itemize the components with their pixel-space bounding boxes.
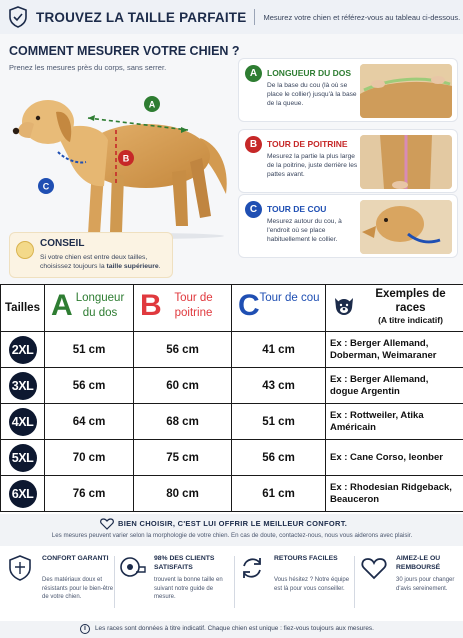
measure-panel-chest — [238, 129, 458, 193]
col-label-breeds: Exemples de races — [375, 288, 446, 314]
back-measure-photo — [360, 64, 452, 118]
back-length-cell: 64 cm — [45, 404, 134, 440]
breeds-cell: Ex : Rhodesian Ridgeback, Beauceron — [326, 476, 463, 512]
size-badge: 6XL — [9, 480, 37, 508]
guide-title: COMMENT MESURER VOTRE CHIEN ? — [9, 44, 240, 58]
banner-title: BIEN CHOISIR, C'EST LUI OFFRIR LE MEILLEUR CONFORT. — [118, 519, 348, 528]
chest-measure-photo — [360, 135, 452, 189]
back-length-cell: 51 cm — [45, 332, 134, 368]
lightbulb-icon — [16, 241, 34, 259]
guide-subtitle: Prenez les mesures près du corps, sans serrer. — [9, 63, 167, 72]
heart-icon — [100, 518, 114, 530]
badge-a: A — [245, 65, 262, 82]
letter-b: B — [140, 289, 162, 322]
panel-title: TOUR DE COU — [267, 204, 327, 214]
feature-refund — [360, 552, 463, 616]
refresh-arrows-icon — [238, 554, 266, 582]
tip-box — [9, 232, 173, 278]
heart-icon — [360, 554, 388, 582]
size-cell — [1, 404, 45, 440]
back-length-cell: 76 cm — [45, 476, 134, 512]
header-subtitle: Mesurez votre chien et référez-vous au tableau ci-dessous. — [263, 12, 461, 22]
table-row — [1, 368, 463, 404]
panel-title: TOUR DE POITRINE — [267, 139, 348, 149]
header-bar — [0, 0, 463, 34]
feature-divider — [114, 556, 115, 608]
measure-panel-back-length — [238, 58, 458, 122]
col-header-chest — [134, 285, 232, 332]
tip-text: Si votre chien est entre deux tailles, choisissez toujours la taille supérieure. — [40, 254, 161, 270]
table-row — [1, 332, 463, 368]
feature-text: Des matériaux doux et résistants pour le bien-être de votre chien. — [42, 577, 114, 600]
info-icon: i — [80, 624, 90, 634]
table-row — [1, 476, 463, 512]
size-table — [0, 284, 463, 512]
banner-subtitle: Les mesures peuvent varier selon la morphologie de votre chien. En cas de doute, contactez-nous, nous vous aiderons avec plaisir. — [51, 532, 413, 539]
feature-satisfaction — [118, 552, 230, 616]
neck-cell: 56 cm — [232, 440, 326, 476]
panel-text: De la base du cou (là où se place le collier) jusqu'à la base de la queue. — [267, 82, 357, 107]
breeds-cell: Ex : Rottweiler, Atika Américain — [326, 404, 463, 440]
panel-text: Mesurez autour du cou, à l'endroit où se place habituellement le collier. — [267, 218, 342, 243]
chest-cell: 56 cm — [134, 332, 232, 368]
size-badge: 2XL — [9, 336, 37, 364]
size-badge: 5XL — [9, 444, 37, 472]
measuring-tape-icon — [118, 554, 146, 582]
back-length-cell: 56 cm — [45, 368, 134, 404]
neck-measure-photo — [360, 200, 452, 254]
col-label-back-length: Longueur du dos — [75, 292, 125, 319]
col-header-size: Tailles — [1, 285, 45, 332]
measure-panel-neck — [238, 194, 458, 258]
breeds-cell: Ex : Cane Corso, leonber — [326, 440, 463, 476]
feature-title: CONFORT GARANTI — [42, 555, 109, 562]
marker-a: A — [148, 99, 156, 110]
size-cell — [1, 332, 45, 368]
breeds-cell: Ex : Berger Allemand, dogue Argentin — [326, 368, 463, 404]
back-length-cell: 70 cm — [45, 440, 134, 476]
dog-illustration — [4, 76, 240, 241]
marker-b: B — [122, 153, 130, 164]
feature-title: 98% DES CLIENTS SATISFAITS — [154, 555, 215, 571]
chest-cell: 75 cm — [134, 440, 232, 476]
neck-cell: 51 cm — [232, 404, 326, 440]
marker-c: C — [42, 181, 50, 192]
shield-check-icon — [8, 6, 28, 28]
chest-cell: 80 cm — [134, 476, 232, 512]
chest-cell: 60 cm — [134, 368, 232, 404]
table-row — [1, 404, 463, 440]
col-label-neck: Tour de cou — [259, 292, 320, 304]
footnote-bar — [0, 621, 463, 638]
feature-text: trouvent la bonne taille en suivant notre guide de mesure. — [154, 577, 223, 600]
col-label-chest: Tour de poitrine — [174, 292, 213, 319]
feature-title: AIMEZ-LE OU REMBOURSÉ — [396, 555, 441, 571]
size-cell — [1, 368, 45, 404]
feature-text: Vous hésitez ? Notre équipe est là pour vous conseiller. — [274, 577, 350, 592]
neck-cell: 41 cm — [232, 332, 326, 368]
size-cell — [1, 476, 45, 512]
size-badge: 4XL — [9, 408, 37, 436]
letter-c: C — [238, 289, 260, 322]
header-title: TROUVEZ LA TAILLE PARFAITE — [36, 9, 247, 25]
shield-icon — [6, 554, 34, 582]
neck-cell: 61 cm — [232, 476, 326, 512]
breeds-cell: Ex : Berger Allemand, Doberman, Weimaraner — [326, 332, 463, 368]
feature-title: RETOURS FACILES — [274, 555, 338, 562]
col-header-neck — [232, 285, 326, 332]
feature-returns — [238, 552, 350, 616]
col-label-breeds-note: (A titre indicatif) — [378, 315, 443, 325]
header-divider — [254, 9, 255, 25]
tip-title: CONSEIL — [40, 238, 85, 249]
table-header-row — [1, 285, 463, 332]
chest-cell: 68 cm — [134, 404, 232, 440]
badge-b: B — [245, 136, 262, 153]
feature-divider — [354, 556, 355, 608]
measure-guide — [0, 34, 463, 284]
feature-divider — [234, 556, 235, 608]
feature-text: 30 jours pour changer d'avis sereinement. — [396, 577, 455, 592]
comfort-banner — [0, 514, 463, 546]
badge-c: C — [245, 201, 262, 218]
panel-text: Mesurez la partie la plus large de la poitrine, juste derrière les pattes avant. — [267, 153, 358, 178]
col-header-back-length — [45, 285, 134, 332]
letter-a: A — [51, 289, 73, 322]
size-cell — [1, 440, 45, 476]
table-row — [1, 440, 463, 476]
dog-head-icon — [332, 295, 356, 317]
size-badge: 3XL — [9, 372, 37, 400]
footnote-text: Les races sont données à titre indicatif. Chaque chien est unique : fiez-vous toujours aux mesures. — [95, 625, 374, 632]
panel-title: LONGUEUR DU DOS — [267, 68, 352, 78]
col-header-breeds — [326, 285, 463, 332]
feature-comfort — [6, 552, 114, 616]
neck-cell: 43 cm — [232, 368, 326, 404]
